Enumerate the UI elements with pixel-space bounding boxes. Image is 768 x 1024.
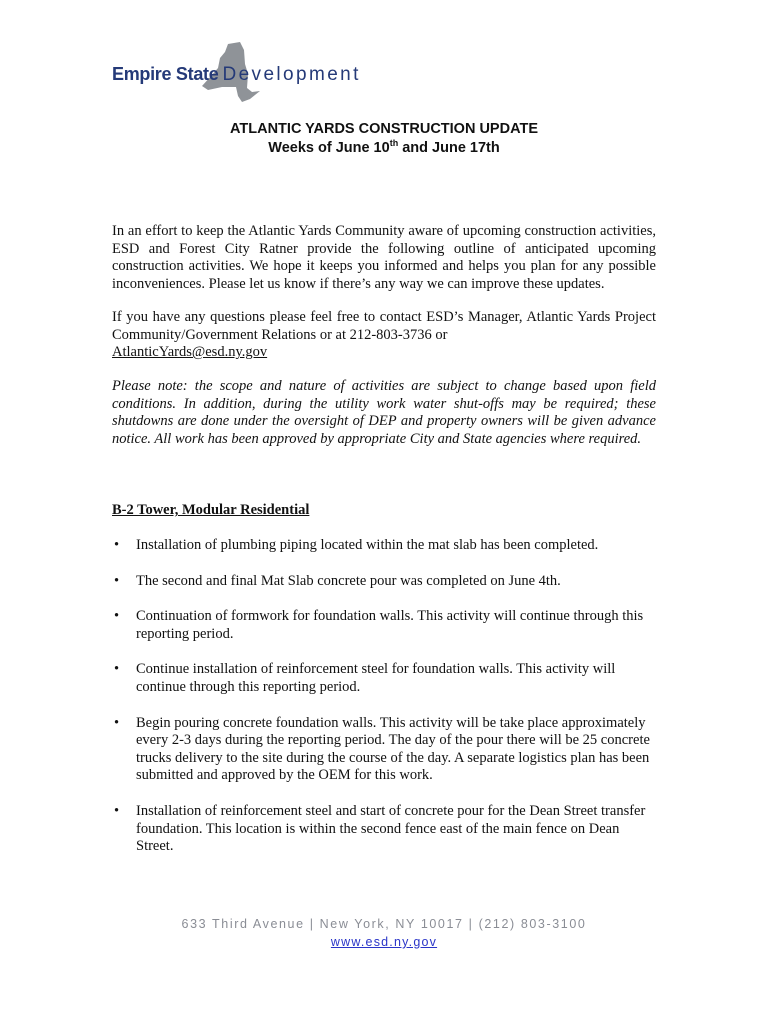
logo-brand-light: Development <box>222 64 361 85</box>
list-item: • Installation of plumbing piping located within the mat slab has been completed. <box>112 537 652 555</box>
document-subtitle <box>0 139 768 158</box>
logo-wordmark <box>112 64 361 86</box>
list-item: • The second and final Mat Slab concrete pour was completed on June 4th. <box>112 573 652 591</box>
contact-text: If you have any questions please feel free to contact ESD’s Manager, Atlantic Yards Project Community/Government Relations or at 212-803-3736 or <box>112 309 656 343</box>
contact-paragraph <box>112 309 656 362</box>
footer <box>0 915 768 951</box>
section-heading: B-2 Tower, Modular Residential <box>112 502 310 518</box>
list-item: • Begin pouring concrete foundation walls. This activity will be take place approximately every 2-3 days during the reporting period. The day of the pour there will be 25 concrete trucks delivery to the site during the course of the day. A separate logistics plan has been submitted and approved by the OEM for this work. <box>112 715 652 785</box>
subtitle-prefix: Weeks of June 10 <box>268 140 390 156</box>
document-title: ATLANTIC YARDS CONSTRUCTION UPDATE <box>230 121 538 137</box>
list-item: • Continuation of formwork for foundation walls. This activity will continue through this reporting period. <box>112 608 652 643</box>
subtitle-superscript: th <box>389 138 399 149</box>
list-item: • Continue installation of reinforcement steel for foundation walls. This activity will continue through this reporting period. <box>112 661 652 696</box>
esd-logo <box>112 42 361 104</box>
disclaimer-note: Please note: the scope and nature of activities are subject to change based upon field conditions. In addition, during the utility work water shut-offs may be required; these shutdowns are done under the oversight of DEP and property owners will be given advance notice. All work has been approved by appropriate City and State agencies where required. <box>112 378 656 447</box>
activity-list <box>112 537 652 874</box>
footer-website-link[interactable]: www.esd.ny.gov <box>330 935 438 949</box>
list-item: • Installation of reinforcement steel and start of concrete pour for the Dean Street transfer foundation. This location is within the second fence east of the main fence on Dean Street. <box>112 803 652 856</box>
footer-address: 633 Third Avenue | New York, NY 10017 | (212) 803-3100 <box>181 917 587 931</box>
intro-paragraph: In an effort to keep the Atlantic Yards Community aware of upcoming construction activities, ESD and Forest City Ratner provide the following outline of anticipated upcoming construction activities. We hope it keeps you informed and helps you plan for any possible inconveniences. Please let us know if there’s any way we can improve these updates. <box>112 223 656 292</box>
document-header <box>0 120 768 158</box>
contact-email-link[interactable]: AtlanticYards@esd.ny.gov <box>112 344 268 361</box>
logo-brand-bold: Empire State <box>112 64 219 84</box>
subtitle-suffix: and June 17th <box>398 140 500 156</box>
